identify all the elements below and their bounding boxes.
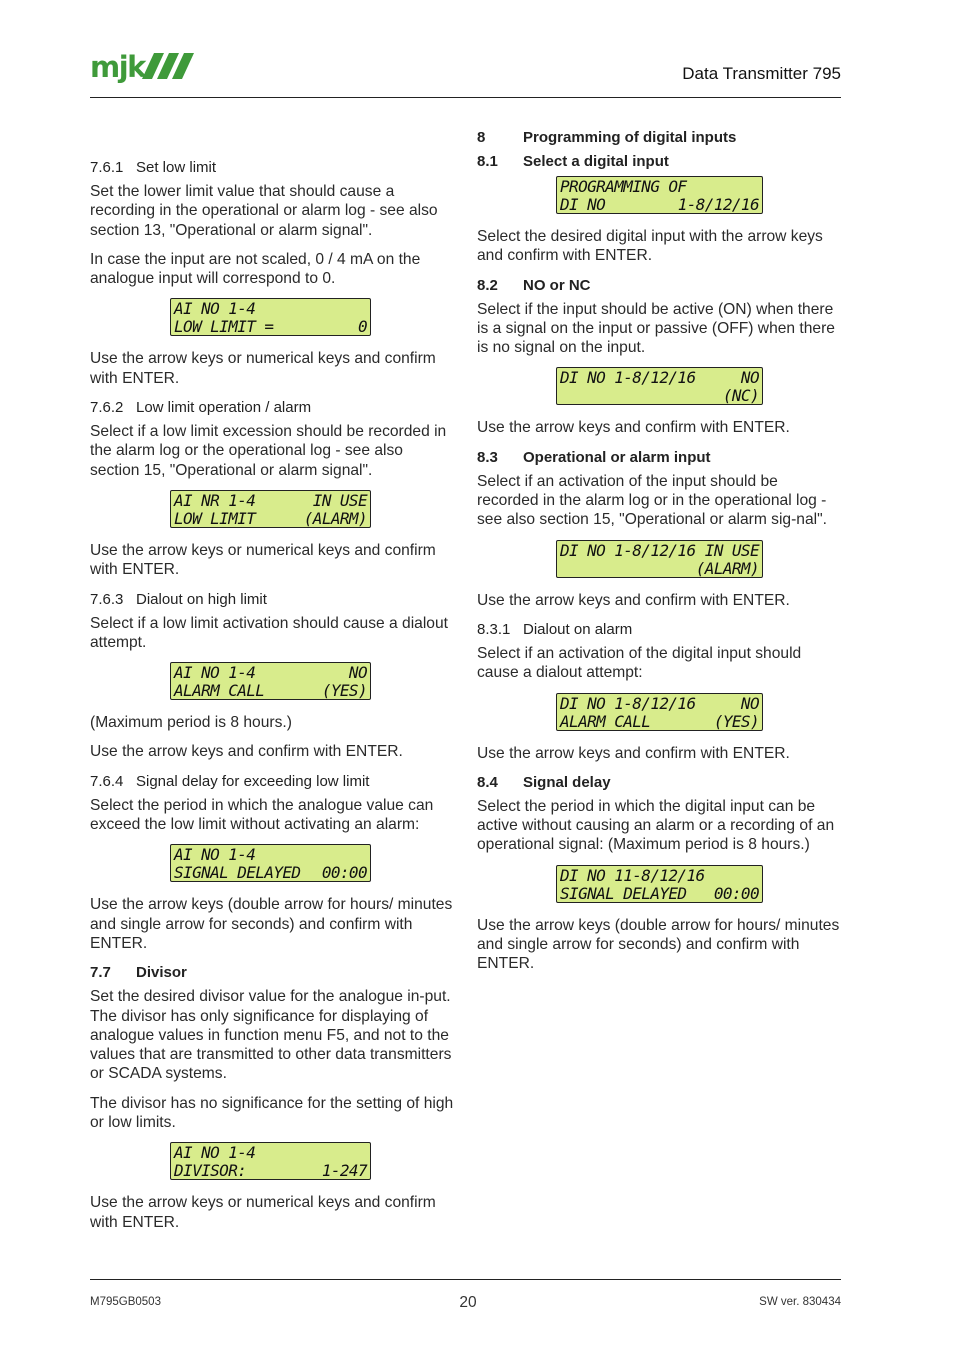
section-heading: [90, 398, 455, 417]
lcd-display: [170, 298, 371, 336]
lcd-row: [557, 178, 762, 196]
body-paragraph: Select if the input should be active (ON) when there is a signal on the input or passive (OFF) when there is no signal on the input.: [477, 300, 835, 357]
body-paragraph: Use the arrow keys and confirm with ENTER.: [477, 591, 790, 609]
lcd-display: [556, 693, 763, 731]
lcd-label: PROGRAMMING OF: [560, 177, 687, 196]
lcd-value: NO: [740, 368, 759, 388]
lcd-display: [556, 540, 763, 578]
body-paragraph: Select if an activation of the digital input should cause a dialout attempt:: [477, 644, 802, 682]
body-paragraph: Select if a low limit activation should cause a dialout attempt.: [90, 614, 448, 651]
lcd-value: 0: [357, 317, 367, 337]
lcd-value: 1-247: [321, 1161, 367, 1181]
lcd-row: [171, 318, 370, 336]
lcd-row: [171, 682, 370, 700]
lcd-value: (YES): [713, 711, 759, 731]
lcd-display: [170, 662, 371, 700]
lcd-label: DI NO 1-8/12/16: [560, 540, 696, 560]
lcd-display: [170, 490, 371, 528]
body-paragraph: The divisor has no significance for the setting of high or low limits.: [90, 1094, 454, 1132]
lcd-row: [557, 560, 762, 578]
body-paragraph: Use the arrow keys (double arrow for hours/ minutes and single arrow for seconds) and confirm with ENTER.: [477, 916, 840, 973]
body-paragraph: Use the arrow keys and confirm with ENTER.: [90, 743, 403, 761]
mjk-logo: [90, 50, 195, 92]
right-column: [477, 128, 842, 984]
section-heading: [477, 448, 842, 467]
section-title: Operational or alarm input: [523, 448, 711, 466]
software-version: SW ver. 830434: [759, 1296, 841, 1308]
lcd-value: IN USE: [704, 540, 759, 560]
lcd-value: 1-8/12/16: [677, 195, 759, 214]
section-title: Select a digital input: [523, 153, 669, 170]
section-title: NO or NC: [523, 276, 591, 294]
lcd-row: [557, 695, 762, 713]
lcd-label: DIVISOR:: [174, 1161, 247, 1181]
section-heading: [477, 152, 842, 171]
lcd-display: [556, 176, 763, 214]
lcd-label: DI NO 11-8/12/16: [560, 865, 705, 885]
lcd-display: [556, 865, 763, 903]
lcd-row: [557, 196, 762, 214]
lcd-display: [170, 844, 371, 882]
lcd-label: AI NO 1-4: [174, 1143, 256, 1163]
lcd-row: [171, 846, 370, 864]
section-title: Low limit operation / alarm: [136, 399, 312, 417]
section-number: 8.4: [477, 773, 498, 791]
section-title: Set low limit: [136, 159, 217, 176]
body-paragraph: Use the arrow keys or numerical keys and confirm with ENTER.: [90, 350, 436, 387]
lcd-value: 00:00: [713, 883, 759, 903]
body-paragraph: Set the desired divisor value for the analogue in-put. The divisor has only significance for displaying of analogue values in function menu F5, and not to the values that are transmitted to other data transmitters or SCADA systems.: [90, 988, 452, 1083]
lcd-row: [171, 300, 370, 318]
lcd-label: AI NR 1-4: [174, 490, 256, 510]
body-paragraph: Use the arrow keys or numerical keys and confirm with ENTER.: [90, 1194, 436, 1231]
lcd-display: [556, 367, 763, 405]
section-title: Dialout on alarm: [523, 620, 633, 638]
lcd-row: [171, 1162, 370, 1180]
section-heading: [90, 158, 455, 177]
page-number: 20: [459, 1294, 477, 1311]
section-number: 8.3: [477, 448, 498, 466]
section-heading: [90, 772, 455, 791]
lcd-label: LOW LIMIT: [174, 508, 256, 528]
lcd-label: ALARM CALL: [174, 681, 265, 701]
body-paragraph: Use the arrow keys and confirm with ENTER.: [477, 419, 790, 437]
lcd-value: NO: [740, 693, 759, 713]
lcd-label: SIGNAL DELAYED: [560, 883, 687, 903]
section-title: Dialout on high limit: [136, 590, 267, 608]
lcd-row: [557, 867, 762, 885]
body-paragraph: (Maximum period is 8 hours.): [90, 714, 292, 732]
lcd-label: DI NO 1-8/12/16: [560, 368, 696, 388]
lcd-value: (NC): [722, 386, 759, 406]
lcd-row: [557, 885, 762, 903]
body-paragraph: Select the desired digital input with the arrow keys and confirm with ENTER.: [477, 228, 823, 265]
section-number: 8.1: [477, 153, 498, 170]
section-title: Signal delay: [523, 773, 611, 791]
lcd-label: SIGNAL DELAYED: [174, 863, 301, 883]
body-paragraph: Select the period in which the digital input can be active without causing an alarm or a recording of an operational signal: (Maximum period is 8 hours.): [477, 797, 835, 854]
body-paragraph: Use the arrow keys (double arrow for hours/ minutes and single arrow for seconds) and confirm with ENTER.: [90, 896, 453, 952]
lcd-value: 00:00: [321, 863, 367, 883]
lcd-display: [170, 1142, 371, 1180]
header-rule: [90, 97, 841, 98]
section-number: 7.6.4: [90, 772, 124, 790]
document-code: M795GB0503: [90, 1296, 161, 1308]
lcd-row: [171, 1144, 370, 1162]
section-heading: [90, 590, 455, 609]
section-number: 8: [477, 129, 486, 146]
lcd-label: AI NO 1-4: [174, 299, 256, 319]
lcd-value: (ALARM): [695, 558, 759, 578]
lcd-row: [557, 542, 762, 560]
section-number: 7.7: [90, 964, 111, 982]
body-paragraph: Select if an activation of the input should be recorded in the alarm log or in the operational log - see also section 15, "Operational or alarm sig-nal".: [477, 472, 827, 529]
lcd-row: [171, 664, 370, 682]
lcd-label: DI NO: [560, 195, 606, 214]
document-title: Data Transmitter 795: [682, 64, 841, 83]
section-heading: [90, 963, 455, 982]
lcd-value: IN USE: [312, 490, 367, 510]
section-number: 7.6.2: [90, 399, 124, 417]
lcd-row: [557, 387, 762, 405]
section-title: Programming of digital inputs: [523, 129, 737, 146]
body-paragraph: Select if a low limit excession should be recorded in the alarm log or the operational log - see also section 15, "Operational or alarm signal".: [90, 423, 447, 479]
lcd-label: AI NO 1-4: [174, 845, 256, 865]
lcd-row: [557, 713, 762, 731]
body-paragraph: Use the arrow keys or numerical keys and confirm with ENTER.: [90, 541, 436, 579]
lcd-value: (YES): [321, 681, 367, 701]
section-number: 8.2: [477, 276, 498, 294]
section-title: Signal delay for exceeding low limit: [136, 772, 370, 790]
section-heading: [477, 620, 842, 639]
section-title: Divisor: [136, 964, 187, 982]
lcd-label: AI NO 1-4: [174, 663, 256, 683]
lcd-row: [171, 492, 370, 510]
lcd-row: [557, 369, 762, 387]
body-paragraph: Use the arrow keys and confirm with ENTER.: [477, 744, 790, 762]
svg-text:mjk: mjk: [90, 50, 145, 84]
footer-rule: [90, 1279, 841, 1280]
lcd-row: [171, 864, 370, 882]
body-paragraph: Select the period in which the analogue value can exceed the low limit without activating an alarm:: [90, 796, 434, 834]
lcd-label: DI NO 1-8/12/16: [560, 693, 696, 713]
section-number: 8.3.1: [477, 620, 511, 638]
left-column: [90, 158, 455, 1242]
lcd-label: LOW LIMIT =: [174, 317, 274, 337]
lcd-label: ALARM CALL: [560, 711, 651, 731]
body-paragraph: In case the input are not scaled, 0 / 4 mA on the analogue input will correspond to 0.: [90, 250, 421, 288]
section-number: 7.6.3: [90, 590, 124, 608]
lcd-value: NO: [348, 663, 367, 683]
section-heading: [477, 773, 842, 792]
section-heading: [477, 276, 842, 295]
lcd-row: [171, 510, 370, 528]
section-number: 7.6.1: [90, 159, 124, 176]
lcd-value: (ALARM): [303, 508, 367, 528]
section-heading: [477, 128, 842, 147]
body-paragraph: Set the lower limit value that should cause a recording in the operational or alarm log - see also section 13, "Operational or alarm signal".: [90, 183, 438, 239]
